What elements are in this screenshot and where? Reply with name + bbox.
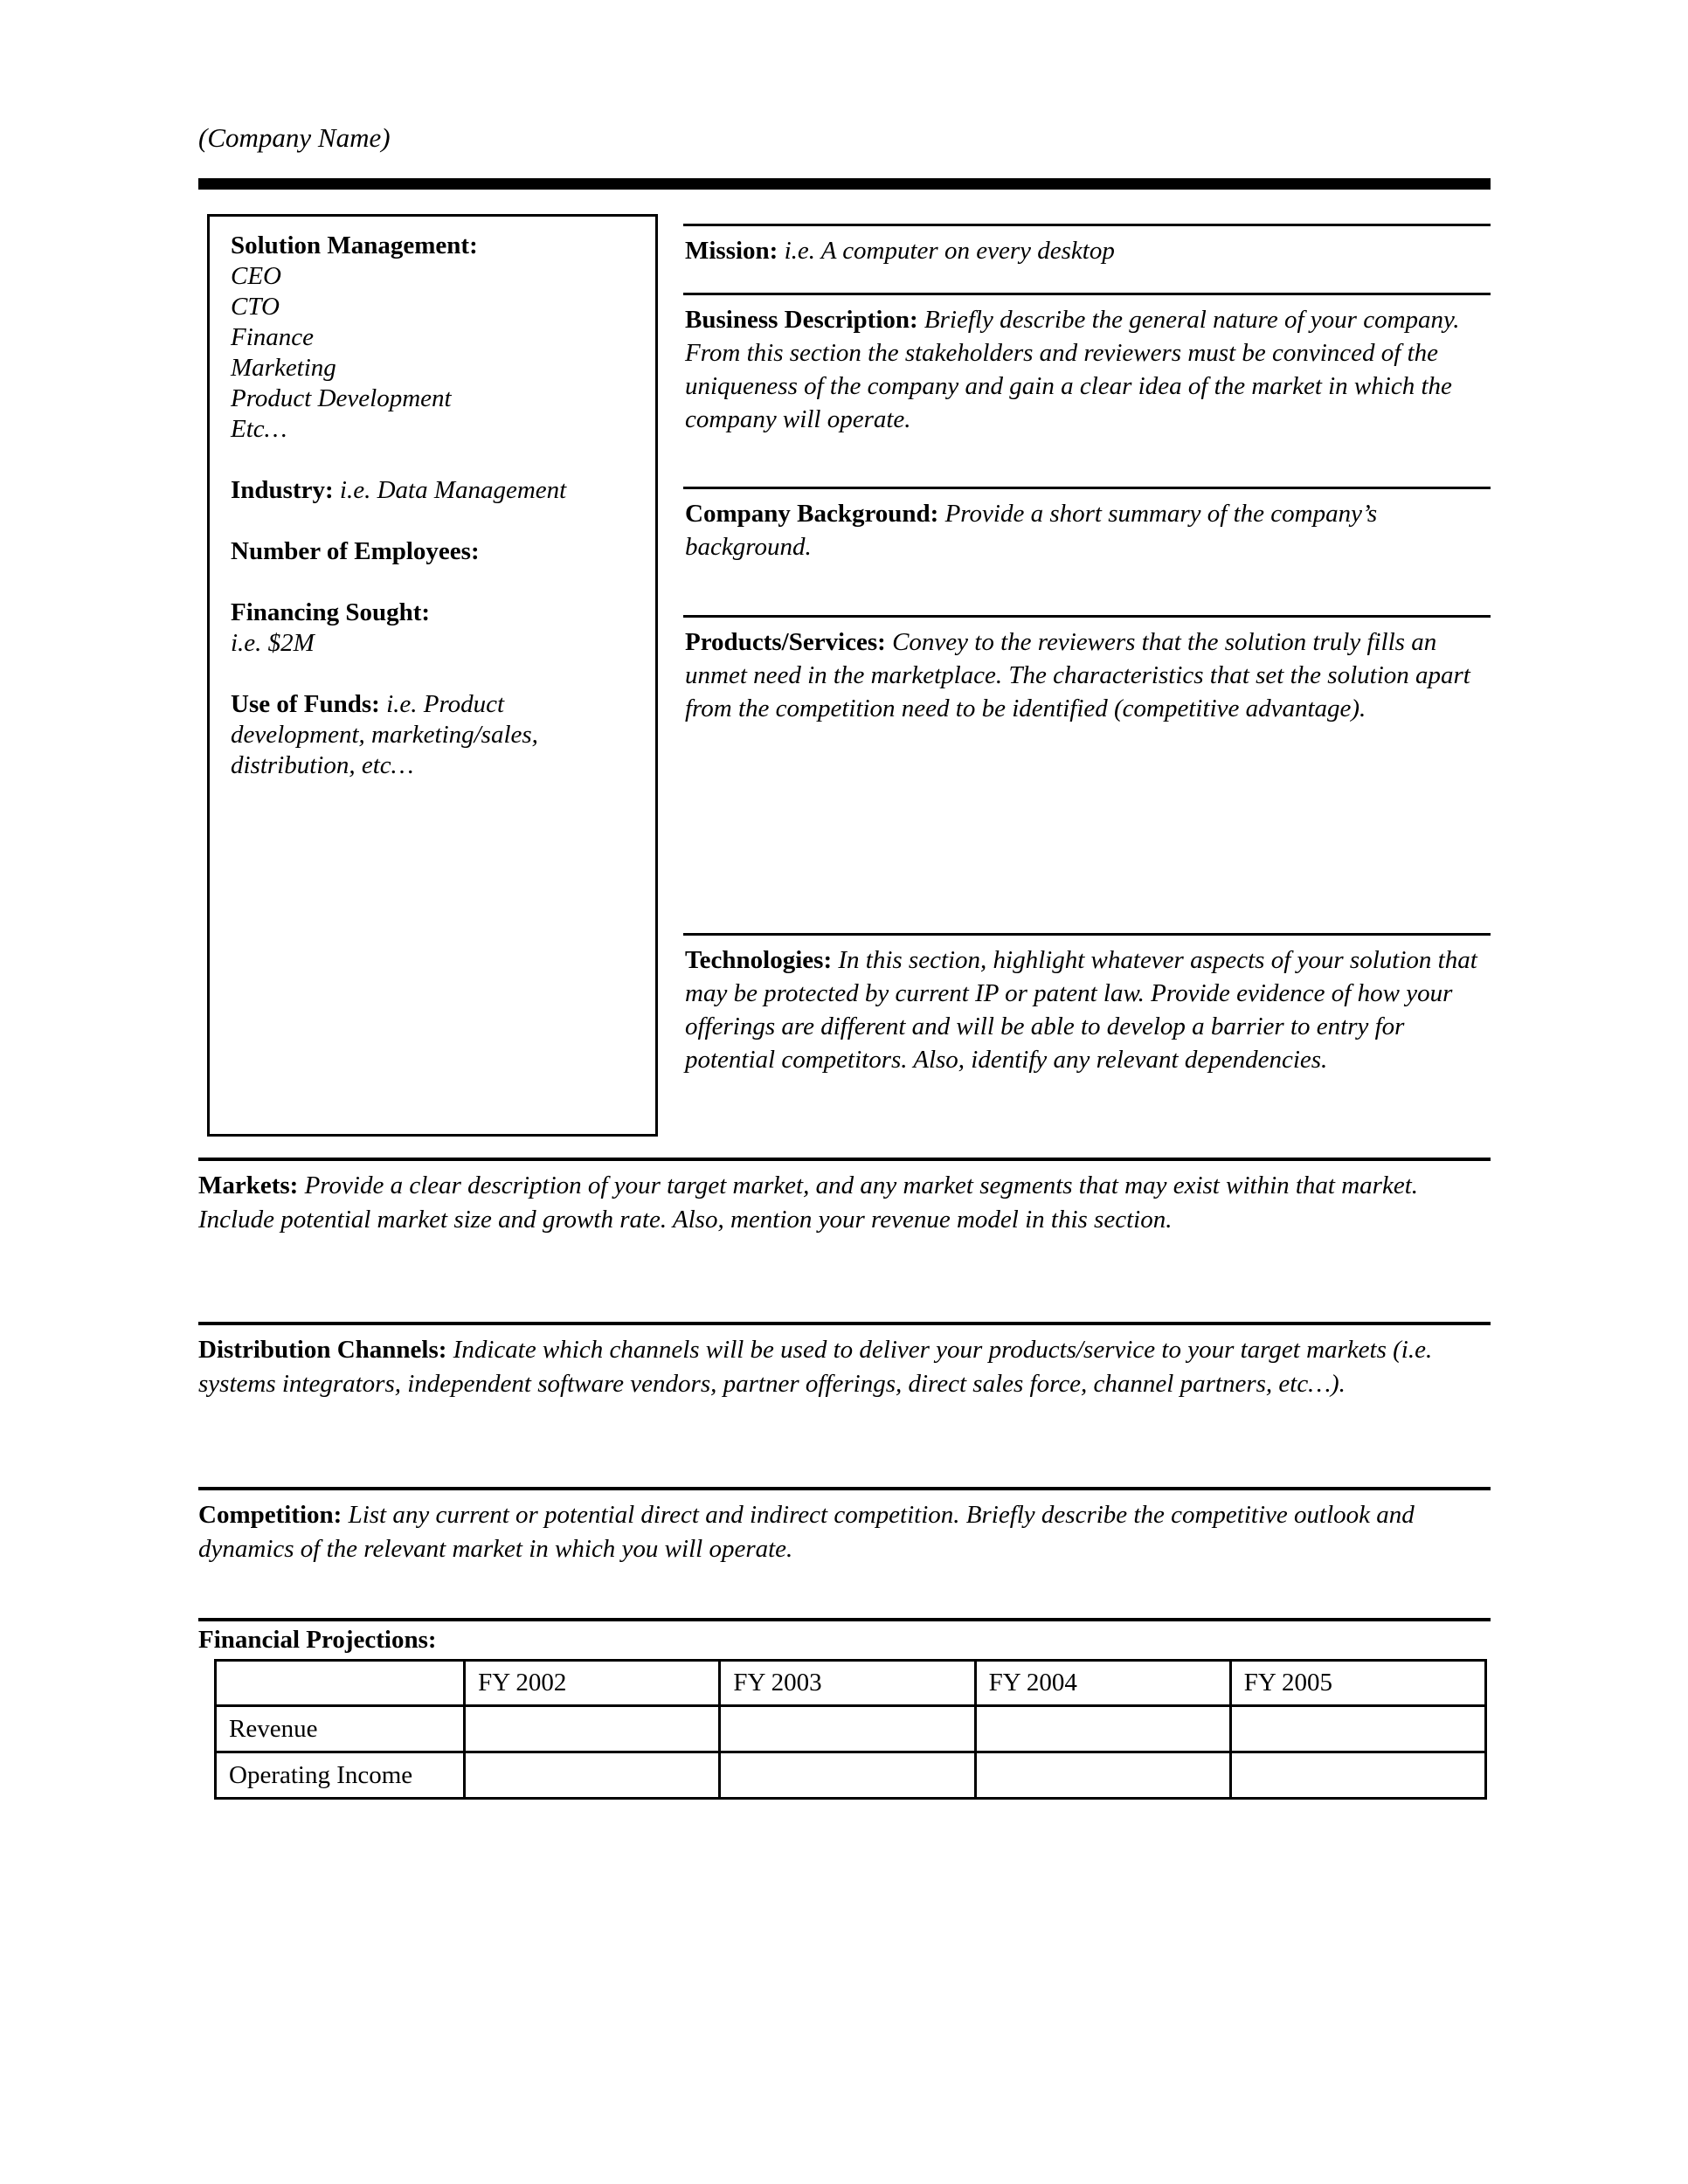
row-label-revenue: Revenue bbox=[216, 1706, 465, 1752]
header-rule bbox=[198, 178, 1491, 190]
section-text bbox=[685, 943, 1491, 1076]
section-mission bbox=[683, 224, 1491, 267]
section-body: Provide a short summary of the company’s background. bbox=[685, 500, 1378, 561]
funds-line bbox=[231, 689, 636, 781]
funds-label: Use of Funds: bbox=[231, 690, 380, 718]
section-body: i.e. A computer on every desktop bbox=[784, 237, 1115, 265]
section-text bbox=[685, 497, 1491, 563]
section-technologies bbox=[683, 933, 1491, 1076]
table-cell-input[interactable] bbox=[720, 1752, 975, 1799]
table-header-row bbox=[216, 1661, 1486, 1706]
financing-value: i.e. $2M bbox=[231, 629, 315, 657]
management-item: Etc… bbox=[231, 415, 287, 443]
industry-value: i.e. Data Management bbox=[339, 476, 567, 504]
table-cell-input[interactable] bbox=[975, 1752, 1230, 1799]
table-row bbox=[216, 1752, 1486, 1799]
section-body: Convey to the reviewers that the solution truly fills an unmet need in the marketplace. The characteristics that set the solution apart from the competition need to be identified (competitive advantage). bbox=[685, 628, 1470, 722]
section-text bbox=[685, 234, 1491, 267]
financial-projections-table bbox=[214, 1659, 1487, 1800]
table-column-header: FY 2003 bbox=[720, 1661, 975, 1706]
section-distribution-channels bbox=[198, 1322, 1491, 1401]
section-markets bbox=[198, 1158, 1491, 1237]
spacer bbox=[231, 445, 636, 475]
table-row bbox=[216, 1706, 1486, 1752]
section-text bbox=[198, 1333, 1491, 1401]
section-company-background bbox=[683, 487, 1491, 563]
section-body: Briefly describe the general nature of your company. From this section the stakeholders and reviewers must be convinced of the uniqueness of the company and gain a clear idea of the market in which the company will operate. bbox=[685, 306, 1460, 433]
section-label: Distribution Channels: bbox=[198, 1336, 447, 1364]
section-body: Indicate which channels will be used to deliver your products/service to your target markets (i.e. systems integrators, independent software vendors, partner offerings, direct sales force, channel partners, etc…). bbox=[198, 1336, 1433, 1398]
section-text bbox=[198, 1498, 1491, 1566]
management-label: Solution Management: bbox=[231, 232, 478, 259]
management-item: Product Development bbox=[231, 384, 452, 412]
employees-label: Number of Employees: bbox=[231, 537, 480, 565]
company-info-box bbox=[207, 214, 658, 1137]
company-name: (Company Name) bbox=[198, 122, 391, 153]
table-cell-input[interactable] bbox=[1230, 1706, 1485, 1752]
section-text bbox=[685, 303, 1491, 436]
section-label: Technologies: bbox=[685, 946, 833, 974]
financials-heading: Financial Projections: bbox=[198, 1626, 437, 1654]
section-label: Mission: bbox=[685, 237, 778, 265]
management-item: CEO bbox=[231, 262, 281, 290]
section-competition bbox=[198, 1487, 1491, 1566]
section-body: List any current or potential direct and indirect competition. Briefly describe the competitive outlook and dynamics of the relevant market in which you will operate. bbox=[198, 1501, 1415, 1563]
section-financial-projections bbox=[198, 1618, 1491, 1800]
table-column-header: FY 2002 bbox=[465, 1661, 720, 1706]
section-body: In this section, highlight whatever aspects of your solution that may be protected by current IP or patent law. Provide evidence of how your offerings are different and will be able to develop a barrier to entry for potential competitors. Also, identify any relevant dependencies. bbox=[685, 946, 1477, 1074]
funds-value: i.e. Product development, marketing/sales, distribution, etc… bbox=[231, 690, 538, 779]
section-label: Company Background: bbox=[685, 500, 939, 528]
financing-label: Financing Sought: bbox=[231, 598, 431, 626]
table-cell-input[interactable] bbox=[975, 1706, 1230, 1752]
section-label: Competition: bbox=[198, 1501, 342, 1529]
table-cell-input[interactable] bbox=[465, 1706, 720, 1752]
industry-line bbox=[231, 475, 636, 506]
spacer bbox=[231, 567, 636, 598]
spacer bbox=[231, 659, 636, 689]
management-item: Finance bbox=[231, 323, 315, 351]
section-label: Products/Services: bbox=[685, 628, 886, 656]
table-cell-input[interactable] bbox=[720, 1706, 975, 1752]
management-item: CTO bbox=[231, 293, 280, 321]
industry-label: Industry: bbox=[231, 476, 334, 504]
table-cell-input[interactable] bbox=[1230, 1752, 1485, 1799]
section-products-services bbox=[683, 615, 1491, 725]
table-column-header: FY 2005 bbox=[1230, 1661, 1485, 1706]
row-label-operating-income: Operating Income bbox=[216, 1752, 465, 1799]
section-body: Provide a clear description of your target market, and any market segments that may exist within that market. Include potential market size and growth rate. Also, mention your revenue model in this section. bbox=[198, 1171, 1419, 1234]
table-corner-cell bbox=[216, 1661, 465, 1706]
table-cell-input[interactable] bbox=[465, 1752, 720, 1799]
section-label: Business Description: bbox=[685, 306, 918, 334]
table-column-header: FY 2004 bbox=[975, 1661, 1230, 1706]
section-text bbox=[198, 1169, 1491, 1237]
section-label: Markets: bbox=[198, 1171, 299, 1199]
section-business-description bbox=[683, 293, 1491, 436]
management-item: Marketing bbox=[231, 354, 336, 382]
spacer bbox=[231, 506, 636, 536]
section-text bbox=[685, 625, 1491, 725]
